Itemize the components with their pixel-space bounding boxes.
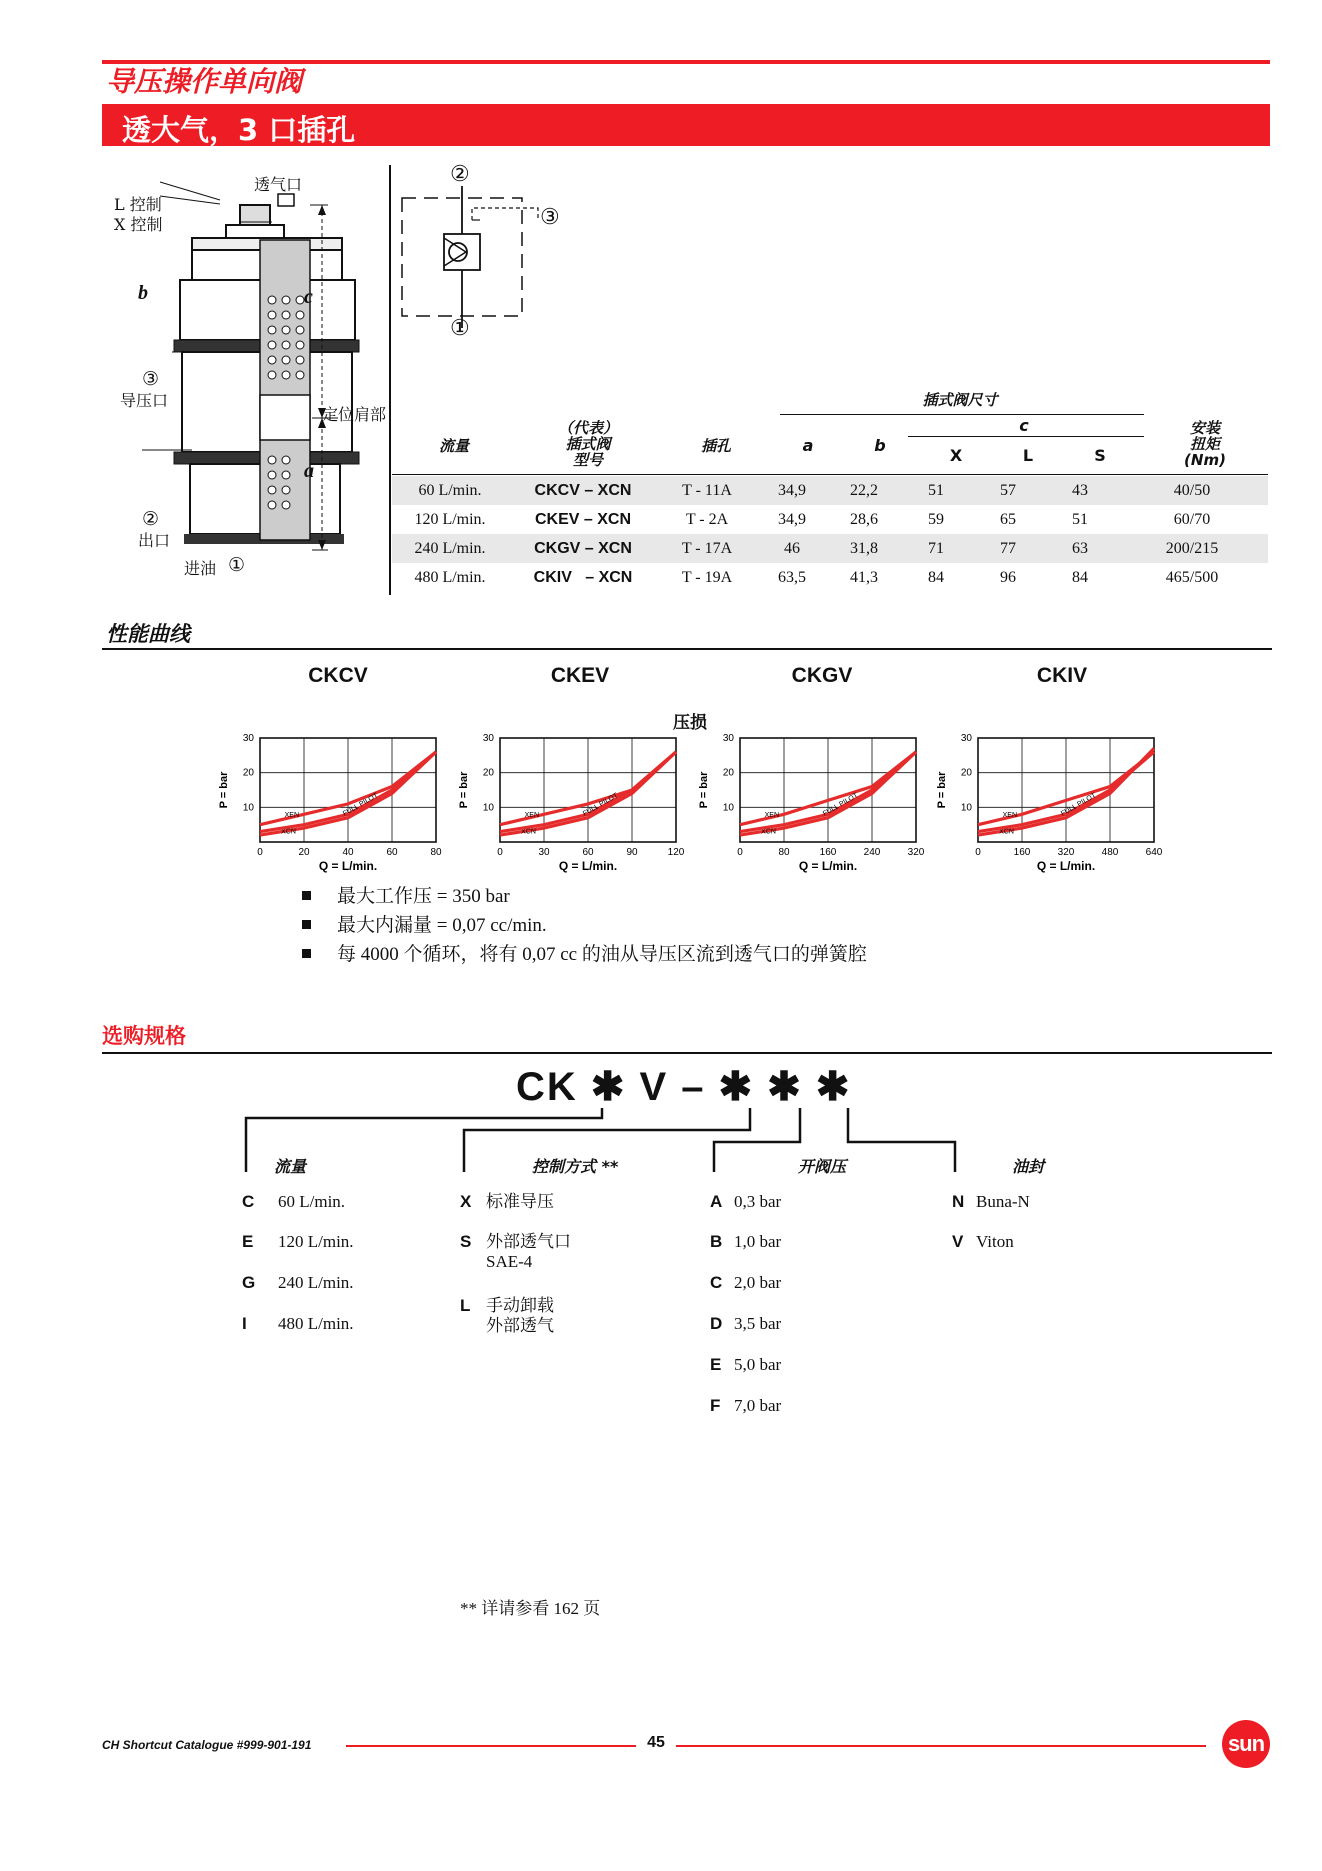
cell-a: 34,9 — [778, 510, 806, 528]
col-torque-header-1: 安装 — [1189, 419, 1220, 437]
option-item: D 3,5 bar — [710, 1314, 782, 1333]
x-tick-label: 640 — [1145, 847, 1163, 858]
option-item: I 480 L/min. — [242, 1314, 354, 1333]
chart-title-ckcv: CKCV — [308, 664, 368, 687]
x-tick-label: 30 — [538, 847, 550, 858]
x-tick-label: 40 — [342, 847, 354, 858]
table-row — [392, 534, 1268, 563]
table-group-header: 插式阀尺寸 — [922, 391, 998, 409]
cell-model: CKGV – XCN — [508, 534, 658, 563]
cell-a: 34,9 — [756, 476, 828, 505]
series-label: FULL PILOT — [341, 792, 380, 818]
cell-flow: 120 L/min. — [414, 510, 486, 528]
chart-svg — [918, 728, 1168, 878]
cell-l: 96 — [1000, 568, 1016, 586]
y-axis-label: P = bar — [698, 771, 710, 809]
option-header-control: 控制方式 ** — [532, 1157, 619, 1176]
bullet-icon — [302, 891, 311, 900]
catalogue-number: CH Shortcut Catalogue #999-901-191 — [102, 1738, 312, 1752]
cell-flow: 480 L/min. — [414, 568, 486, 586]
series-label: XEN — [764, 812, 780, 820]
chart-ckgv — [680, 728, 930, 882]
cell-s: 63 — [1044, 534, 1116, 563]
y-tick-label: 20 — [722, 767, 734, 779]
table-header-rule — [392, 474, 1268, 475]
note-item: 每 4000 个循环，将有 0,07 cc 的油从导压区流到透气口的弹簧腔 — [302, 940, 867, 969]
cell-l: 77 — [972, 534, 1044, 563]
table-row — [392, 476, 1268, 505]
x-tick-label: 120 — [667, 847, 685, 858]
cell-s: 84 — [1072, 568, 1088, 586]
series-label: XCN — [521, 828, 536, 836]
option-item: G 240 L/min. — [242, 1273, 354, 1292]
cell-s: 43 — [1044, 476, 1116, 505]
series-label: XCN — [281, 828, 296, 836]
cell-cavity: T - 19A — [681, 568, 733, 586]
y-tick-label: 10 — [482, 802, 494, 814]
option-header-crack-pressure: 开阀压 — [798, 1157, 847, 1176]
dim-c-label: c — [304, 286, 313, 308]
series-label: FULL PILOT — [1059, 792, 1098, 818]
label-l-control: L 控制 — [114, 195, 162, 214]
col-model-header-2: 插式阀 — [565, 435, 611, 453]
cell-l: 65 — [1000, 510, 1016, 528]
x-tick-label: 480 — [1101, 847, 1119, 858]
option-item: X 标准导压 — [460, 1192, 554, 1211]
performance-section-title: 性能曲线 — [106, 622, 190, 646]
x-tick-label: 0 — [737, 847, 743, 858]
table-row — [392, 505, 1268, 534]
cell-model: CKIV – XCN — [533, 568, 633, 586]
chart-title-ckgv: CKGV — [791, 664, 853, 687]
cell-x: 51 — [900, 476, 972, 505]
cell-s: 51 — [1072, 510, 1088, 528]
cell-torque: 40/50 — [1116, 476, 1268, 505]
c-header-rule — [908, 436, 1144, 437]
option-header-seal: 油封 — [1012, 1157, 1045, 1176]
x-axis-label: Q = L/min. — [1036, 859, 1096, 873]
y-tick-label: 20 — [482, 767, 494, 779]
schematic-symbol — [396, 160, 576, 345]
series-label: XEN — [524, 812, 540, 820]
chart-svg — [200, 728, 450, 878]
series-label: XEN — [1002, 812, 1018, 820]
y-tick-label: 30 — [960, 733, 972, 744]
y-tick-label: 20 — [242, 767, 254, 779]
cell-cavity: T - 17A — [658, 534, 756, 563]
cell-torque: 60/70 — [1173, 510, 1211, 528]
option-item: C 2,0 bar — [710, 1273, 782, 1292]
spec-table — [392, 476, 1268, 592]
x-tick-label: 160 — [819, 847, 837, 858]
footer-rule-right — [676, 1745, 1206, 1747]
port3-number: ③ — [142, 368, 160, 390]
cell-torque: 200/215 — [1116, 534, 1268, 563]
x-axis-label: Q = L/min. — [318, 859, 378, 873]
y-tick-label: 10 — [242, 802, 254, 814]
option-item: F 7,0 bar — [710, 1396, 782, 1415]
section-divider — [389, 165, 391, 595]
y-tick-label: 30 — [722, 733, 734, 744]
x-axis-label: Q = L/min. — [558, 859, 618, 873]
hydraulic-schematic — [396, 160, 576, 345]
option-header-flow: 流量 — [274, 1157, 307, 1176]
y-tick-label: 20 — [960, 767, 972, 779]
chart-ckcv — [200, 728, 450, 882]
cell-b: 22,2 — [828, 476, 900, 505]
c-header: c — [1019, 416, 1029, 435]
y-tick-label: 30 — [242, 733, 254, 744]
col-torque-header-2: 扭矩 — [1189, 435, 1220, 453]
sun-logo — [1222, 1720, 1270, 1768]
col-torque-header-3: (Nm) — [1184, 451, 1226, 469]
x-tick-label: 240 — [863, 847, 881, 858]
series-label: XCN — [761, 828, 776, 836]
option-item: C 60 L/min. — [242, 1192, 346, 1211]
dim-a-label: a — [304, 460, 314, 482]
cell-cavity: T - 2A — [685, 510, 729, 528]
cell-x: 59 — [928, 510, 944, 528]
cell-b: 31,8 — [828, 534, 900, 563]
y-tick-label: 10 — [722, 802, 734, 814]
label-outlet-port: 出口 — [138, 531, 171, 550]
col-x-header: X — [949, 446, 963, 465]
y-axis-label: P = bar — [936, 771, 948, 809]
series-label: XCN — [999, 828, 1014, 836]
col-model-header-1: （代表） — [557, 419, 618, 437]
chart-svg — [680, 728, 930, 878]
ordering-footnote: ** 详请参看 162 页 — [460, 1599, 601, 1618]
subtitle-text: 透大气，3 口插孔 — [122, 113, 356, 147]
label-x-control: X 控制 — [114, 215, 163, 234]
col-flow-header: 流量 — [438, 437, 469, 455]
col-cavity-header: 插孔 — [700, 437, 731, 455]
footer-rule-left — [346, 1745, 636, 1747]
series-label: FULL PILOT — [581, 792, 620, 818]
schematic-port1: ① — [450, 316, 470, 341]
performance-rule — [102, 648, 1272, 650]
x-tick-label: 90 — [626, 847, 638, 858]
x-axis-label: Q = L/min. — [798, 859, 858, 873]
ordering-section-title: 选购规格 — [102, 1024, 186, 1048]
label-locating-shoulder: 定位肩部 — [322, 405, 387, 424]
series-label: FULL PILOT — [821, 792, 860, 818]
x-tick-label: 20 — [298, 847, 310, 858]
x-tick-label: 0 — [497, 847, 503, 858]
option-item: E 120 L/min. — [242, 1232, 354, 1251]
x-tick-label: 80 — [778, 847, 790, 858]
cell-torque: 465/500 — [1165, 568, 1219, 586]
label-inlet-port: 进油 — [184, 559, 217, 578]
pressure-drop-heading: 压损 — [673, 713, 707, 733]
x-tick-label: 60 — [582, 847, 594, 858]
page-title: 导压操作单向阀 — [106, 65, 303, 98]
y-axis-label: P = bar — [458, 771, 470, 809]
label-vent-port: 透气口 — [254, 175, 303, 194]
schematic-port2: ② — [450, 162, 470, 187]
cell-x: 71 — [900, 534, 972, 563]
port2-number: ② — [142, 508, 160, 530]
bullet-icon — [302, 920, 311, 929]
x-tick-label: 320 — [1057, 847, 1075, 858]
option-item: E 5,0 bar — [710, 1355, 782, 1374]
cell-b: 41,3 — [850, 568, 878, 586]
col-l-header: L — [1022, 446, 1034, 465]
schematic-port3: ③ — [540, 205, 560, 230]
cell-b: 28,6 — [850, 510, 878, 528]
option-item: N Buna-N — [952, 1192, 1030, 1211]
y-tick-label: 30 — [482, 733, 494, 744]
cell-flow: 240 L/min. — [392, 534, 508, 563]
x-tick-label: 0 — [257, 847, 263, 858]
x-tick-label: 60 — [386, 847, 398, 858]
group-header-rule — [780, 414, 1144, 415]
cell-a: 63,5 — [778, 568, 806, 586]
col-model-header-3: 型号 — [572, 451, 603, 469]
col-s-header: S — [1094, 446, 1106, 465]
option-item: A 0,3 bar — [710, 1192, 782, 1211]
series-label: XEN — [284, 812, 300, 820]
cell-model: CKCV – XCN — [508, 476, 658, 505]
bullet-icon — [302, 949, 311, 958]
y-tick-label: 10 — [960, 802, 972, 814]
cell-x: 84 — [928, 568, 944, 586]
note-item: 最大内漏量 = 0,07 cc/min. — [302, 911, 867, 940]
dim-b-label: b — [138, 282, 148, 304]
logo-text: sun — [1227, 1731, 1265, 1756]
chart-ckev — [440, 728, 690, 882]
x-tick-label: 0 — [975, 847, 981, 858]
cell-a: 46 — [756, 534, 828, 563]
chart-title-ckev: CKEV — [550, 664, 610, 687]
x-tick-label: 160 — [1013, 847, 1031, 858]
col-b-header: b — [874, 436, 886, 455]
option-item: B 1,0 bar — [710, 1232, 782, 1251]
port1-number: ① — [228, 554, 246, 576]
cell-cavity: T - 11A — [658, 476, 756, 505]
note-item: 最大工作压 = 350 bar — [302, 882, 867, 911]
label-pilot-port: 导压口 — [120, 391, 169, 410]
table-row — [392, 563, 1268, 592]
option-item: L 手动卸载 外部透气 — [460, 1296, 554, 1335]
x-tick-label: 320 — [907, 847, 925, 858]
chart-svg — [440, 728, 690, 878]
option-item: V Viton — [952, 1232, 1014, 1251]
cell-l: 57 — [972, 476, 1044, 505]
cell-flow: 60 L/min. — [392, 476, 508, 505]
y-axis-label: P = bar — [218, 771, 230, 809]
option-item: S 外部透气口 SAE-4 — [460, 1232, 571, 1271]
model-code: CK ✱ V – ✱ ✱ ✱ — [516, 1065, 852, 1109]
cell-model: CKEV – XCN — [534, 510, 632, 528]
col-a-header: a — [802, 436, 814, 455]
ordering-rule — [102, 1052, 1272, 1054]
x-tick-label: 80 — [430, 847, 442, 858]
chart-ckiv — [918, 728, 1168, 882]
notes-list — [302, 882, 867, 969]
chart-title-ckiv: CKIV — [1036, 664, 1088, 687]
page-number: 45 — [647, 1734, 665, 1751]
